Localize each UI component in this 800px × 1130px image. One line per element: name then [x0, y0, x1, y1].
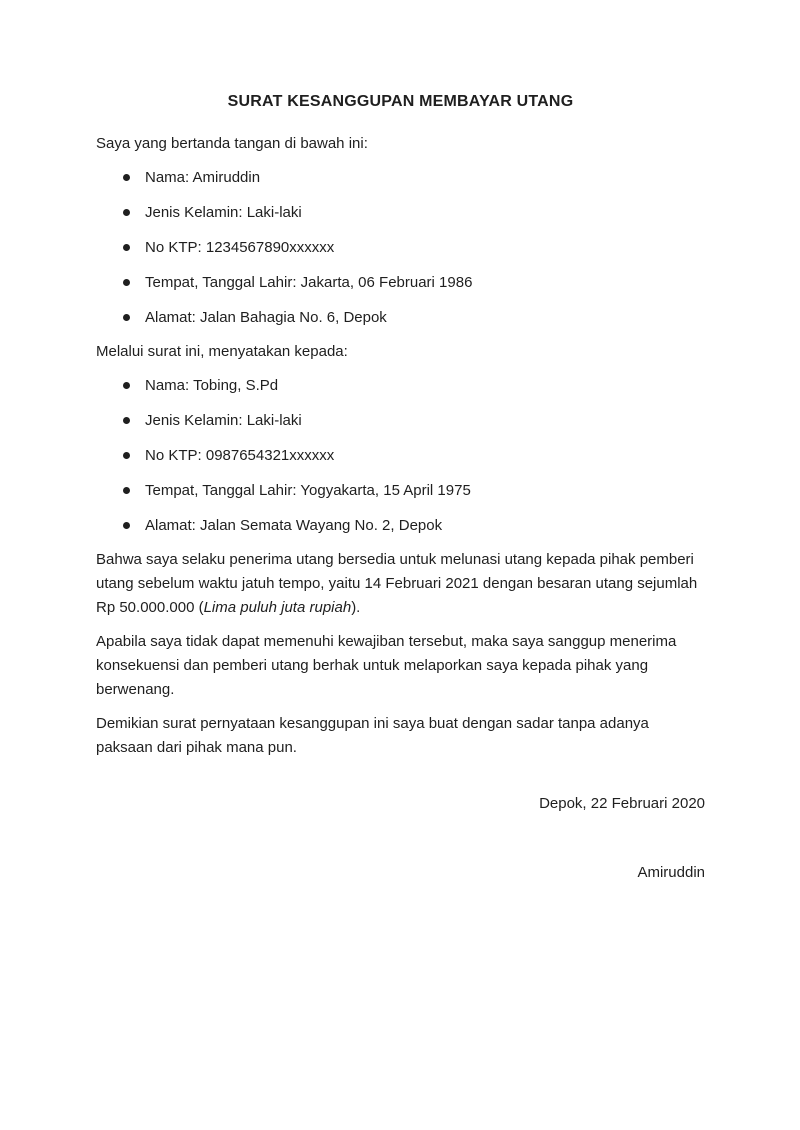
- bullet-icon: [123, 417, 130, 424]
- signature-block: [96, 792, 705, 885]
- first-party-details: [96, 166, 705, 330]
- list-item: [96, 479, 705, 503]
- list-item: [96, 236, 705, 260]
- signer-name: Amiruddin: [637, 864, 705, 881]
- detail-text: No KTP: 1234567890xxxxxx: [145, 239, 335, 256]
- detail-text: Nama: Amiruddin: [145, 169, 261, 186]
- commitment-paragraph: [96, 548, 705, 620]
- list-item: [96, 166, 705, 190]
- consequence-paragraph: Apabila saya tidak dapat memenuhi kewajiban tersebut, maka saya sanggup menerima konsekuensi dan pemberi utang berhak untuk melaporkan saya kepada pihak yang berwenang.: [96, 633, 677, 698]
- bullet-icon: [123, 209, 130, 216]
- list-item: [96, 374, 705, 398]
- detail-text: No KTP: 0987654321xxxxxx: [145, 447, 335, 464]
- bullet-icon: [123, 487, 130, 494]
- second-party-details: [96, 374, 705, 538]
- detail-text: Nama: Tobing, S.Pd: [145, 377, 279, 394]
- commitment-text-after: ).: [351, 599, 361, 616]
- amount-in-words: Lima puluh juta rupiah: [203, 599, 352, 616]
- detail-text: Tempat, Tanggal Lahir: Yogyakarta, 15 April 1975: [145, 482, 471, 499]
- place-and-date: Depok, 22 Februari 2020: [539, 795, 705, 812]
- bullet-icon: [123, 452, 130, 459]
- detail-text: Alamat: Jalan Semata Wayang No. 2, Depok: [145, 517, 443, 534]
- bullet-icon: [123, 382, 130, 389]
- list-item: [96, 271, 705, 295]
- bullet-icon: [123, 279, 130, 286]
- bullet-icon: [123, 174, 130, 181]
- detail-text: Jenis Kelamin: Laki-laki: [145, 204, 302, 221]
- list-item: [96, 306, 705, 330]
- bullet-icon: [123, 314, 130, 321]
- opening-statement: Saya yang bertanda tangan di bawah ini:: [96, 135, 368, 152]
- list-item: [96, 201, 705, 225]
- bullet-icon: [123, 244, 130, 251]
- commitment-text-before: Bahwa saya selaku penerima utang bersedia untuk melunasi utang kepada pihak pemberi utang sebelum waktu jatuh tempo, yaitu 14 Februari 2021 dengan besaran utang sejumlah Rp 50.000.000 (: [96, 551, 698, 616]
- document-title: SURAT KESANGGUPAN MEMBAYAR UTANG: [227, 93, 574, 110]
- detail-text: Tempat, Tanggal Lahir: Jakarta, 06 Februari 1986: [145, 274, 473, 291]
- closing-paragraph: Demikian surat pernyataan kesanggupan ini saya buat dengan sadar tanpa adanya paksaan dari pihak mana pun.: [96, 715, 649, 756]
- second-party-intro: Melalui surat ini, menyatakan kepada:: [96, 343, 348, 360]
- detail-text: Alamat: Jalan Bahagia No. 6, Depok: [145, 309, 387, 326]
- detail-text: Jenis Kelamin: Laki-laki: [145, 412, 302, 429]
- bullet-icon: [123, 522, 130, 529]
- list-item: [96, 514, 705, 538]
- list-item: [96, 444, 705, 468]
- list-item: [96, 409, 705, 433]
